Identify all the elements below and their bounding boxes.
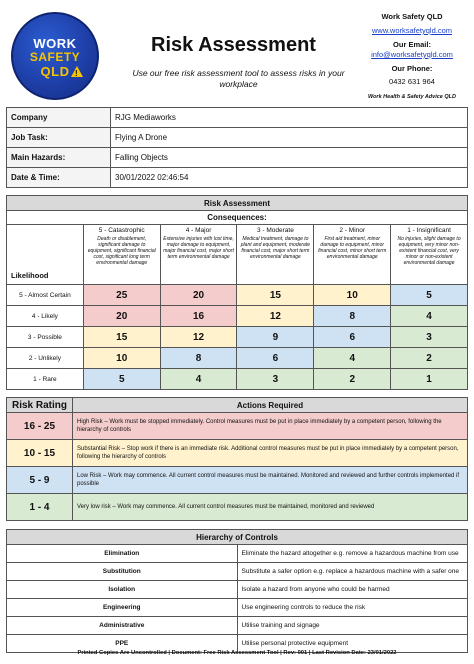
risk-score-cell: 1 bbox=[391, 369, 468, 390]
page-title: Risk Assessment bbox=[151, 34, 316, 56]
website-link[interactable]: www.worksafetyqld.com bbox=[371, 26, 453, 35]
info-row-main-hazards bbox=[7, 148, 468, 168]
exclamation-icon: ! bbox=[75, 69, 78, 78]
hierarchy-title: Hierarchy of Controls bbox=[7, 530, 468, 545]
risk-score-cell: 12 bbox=[160, 327, 237, 348]
phone-number: 0432 631 964 bbox=[389, 77, 435, 86]
risk-rating-range: 16 - 25 bbox=[7, 413, 73, 440]
likelihood-label: 4 - Likely bbox=[7, 306, 84, 327]
hierarchy-body bbox=[7, 545, 468, 653]
info-value: Flying A Drone bbox=[111, 128, 468, 148]
info-row-job-task bbox=[7, 128, 468, 148]
risk-score-cell: 2 bbox=[314, 369, 391, 390]
risk-score-cell: 16 bbox=[160, 306, 237, 327]
actions-table bbox=[6, 397, 468, 521]
risk-assessment-page bbox=[6, 6, 468, 653]
risk-score-cell: 3 bbox=[237, 369, 314, 390]
likelihood-label: 3 - Possible bbox=[7, 327, 84, 348]
matrix-row bbox=[7, 306, 468, 327]
consequence-desc: Extensive injuries with lost time, major damage to equipment, major financial cost, major short term environmental damage bbox=[163, 236, 234, 260]
risk-matrix-title: Risk Assessment bbox=[7, 196, 468, 211]
risk-score-cell: 8 bbox=[160, 348, 237, 369]
info-row-company bbox=[7, 108, 468, 128]
info-label: Date & Time: bbox=[7, 168, 111, 188]
hierarchy-row bbox=[7, 563, 468, 581]
control-description: Isolate a hazard from anyone who could be harmed bbox=[237, 581, 468, 599]
consequence-catastrophic bbox=[83, 225, 160, 285]
risk-score-cell: 4 bbox=[391, 306, 468, 327]
control-description: Substitute a safer option e.g. replace a hazardous machine with a safer one bbox=[237, 563, 468, 581]
consequence-desc: Medical treatment, damage to plant and equipment, moderate financial cost, major short term environmental damage bbox=[240, 236, 310, 260]
consequence-desc: First aid treatment, minor damage to equipment, minor financial cost, minor short term environmental damage bbox=[318, 236, 387, 260]
risk-score-cell: 5 bbox=[391, 285, 468, 306]
info-value: RJG Mediaworks bbox=[111, 108, 468, 128]
hierarchy-row bbox=[7, 599, 468, 617]
tagline: Work Health & Safety Advice QLD bbox=[367, 94, 457, 100]
risk-score-cell: 6 bbox=[314, 327, 391, 348]
risk-score-cell: 2 bbox=[391, 348, 468, 369]
action-row bbox=[7, 413, 468, 440]
phone-label: Our Phone: bbox=[391, 64, 433, 73]
risk-rating-header: Risk Rating bbox=[7, 398, 73, 413]
control-level: Substitution bbox=[7, 563, 238, 581]
risk-matrix-table bbox=[6, 195, 468, 390]
info-label: Company bbox=[7, 108, 111, 128]
consequence-desc: Death or disablement, significant damage to equipment, significant financial cost, significant long term environmental damage bbox=[87, 236, 156, 266]
info-value: Falling Objects bbox=[111, 148, 468, 168]
consequence-title: 2 - Minor bbox=[339, 227, 366, 234]
control-description: Utilise personal protective equipment bbox=[237, 635, 468, 653]
consequence-major bbox=[160, 225, 237, 285]
control-description: Eliminate the hazard altogether e.g. remove a hazardous machine from use bbox=[237, 545, 468, 563]
likelihood-label: 1 - Rare bbox=[7, 369, 84, 390]
likelihood-label: 2 - Unlikely bbox=[7, 348, 84, 369]
actions-required-header: Actions Required bbox=[73, 398, 468, 413]
risk-score-cell: 9 bbox=[237, 327, 314, 348]
control-level: Isolation bbox=[7, 581, 238, 599]
likelihood-title: Likelihood bbox=[7, 225, 84, 285]
consequence-minor bbox=[314, 225, 391, 285]
risk-score-cell: 25 bbox=[83, 285, 160, 306]
risk-score-cell: 4 bbox=[160, 369, 237, 390]
job-info-table bbox=[6, 107, 468, 188]
action-text: Very low risk – Work may commence. All current control measures must be maintained, monitored and reviewed bbox=[73, 494, 468, 521]
info-label: Job Task: bbox=[7, 128, 111, 148]
consequence-title: 1 - Insignificant bbox=[407, 227, 451, 234]
action-row bbox=[7, 494, 468, 521]
action-row bbox=[7, 440, 468, 467]
control-description: Use engineering controls to reduce the risk bbox=[237, 599, 468, 617]
logo-text-safety: SAFETY bbox=[29, 50, 81, 64]
matrix-row bbox=[7, 348, 468, 369]
info-value: 30/01/2022 02:46:54 bbox=[111, 168, 468, 188]
matrix-row bbox=[7, 327, 468, 348]
control-description: Utilise training and signage bbox=[237, 617, 468, 635]
logo-text-qld: QLD bbox=[40, 64, 70, 79]
contact-block bbox=[356, 12, 468, 102]
action-text: Low Risk – Work may commence. All current control measures must be maintained. Monitored and reviewed and further controls implemented if possible bbox=[73, 467, 468, 494]
consequence-moderate bbox=[237, 225, 314, 285]
matrix-row bbox=[7, 285, 468, 306]
risk-score-cell: 15 bbox=[83, 327, 160, 348]
document-header bbox=[6, 6, 468, 107]
risk-score-cell: 3 bbox=[391, 327, 468, 348]
org-name: Work Safety QLD bbox=[381, 12, 443, 21]
control-level: Administrative bbox=[7, 617, 238, 635]
control-level: PPE bbox=[7, 635, 238, 653]
risk-score-cell: 8 bbox=[314, 306, 391, 327]
consequence-title: 5 - Catastrophic bbox=[98, 227, 145, 234]
work-safety-qld-logo bbox=[11, 12, 99, 100]
page-subtitle: Use our free risk assessment tool to assess risks in your workplace bbox=[132, 68, 345, 89]
consequence-title: 3 - Moderate bbox=[256, 227, 294, 234]
action-row bbox=[7, 467, 468, 494]
risk-score-cell: 10 bbox=[314, 285, 391, 306]
actions-body bbox=[7, 413, 468, 521]
document-footer: Printed Copies Are Uncontrolled | Document: Free Risk Assessment Tool | Rev: 001 | Last Revision Date: 23/01/2022 bbox=[77, 650, 397, 656]
hierarchy-row bbox=[7, 617, 468, 635]
risk-score-cell: 15 bbox=[237, 285, 314, 306]
risk-score-cell: 10 bbox=[83, 348, 160, 369]
action-text: High Risk – Work must be stopped immediately. Control measures must be put in place immediately by a competent person, following the hierarchy of controls bbox=[73, 413, 468, 440]
risk-rating-range: 10 - 15 bbox=[7, 440, 73, 467]
consequence-desc: No injuries, slight damage to equipment, very minor non-existent financial cost, very minor or non-existent environmental damage bbox=[397, 236, 461, 266]
consequence-title: 4 - Major bbox=[185, 227, 212, 234]
matrix-row bbox=[7, 369, 468, 390]
hierarchy-row bbox=[7, 581, 468, 599]
risk-matrix-body bbox=[7, 285, 468, 390]
action-text: Substantial Risk – Stop work if there is an immediate risk. Additional control measures must be put in place immediately by a competent person, following the hierarchy of controls bbox=[73, 440, 468, 467]
info-row-date-time bbox=[7, 168, 468, 188]
control-level: Elimination bbox=[7, 545, 238, 563]
risk-rating-range: 1 - 4 bbox=[7, 494, 73, 521]
consequences-row bbox=[7, 225, 468, 285]
info-label: Main Hazards: bbox=[7, 148, 111, 168]
consequences-title: Consequences: bbox=[7, 211, 468, 225]
risk-score-cell: 5 bbox=[83, 369, 160, 390]
hierarchy-table bbox=[6, 529, 468, 653]
risk-rating-range: 5 - 9 bbox=[7, 467, 73, 494]
risk-score-cell: 20 bbox=[160, 285, 237, 306]
risk-score-cell: 6 bbox=[237, 348, 314, 369]
risk-score-cell: 4 bbox=[314, 348, 391, 369]
hierarchy-row bbox=[7, 545, 468, 563]
email-link[interactable]: info@worksafetyqld.com bbox=[371, 50, 453, 59]
control-level: Engineering bbox=[7, 599, 238, 617]
consequence-insignificant bbox=[391, 225, 468, 285]
risk-score-cell: 12 bbox=[237, 306, 314, 327]
risk-score-cell: 20 bbox=[83, 306, 160, 327]
likelihood-label: 5 - Almost Certain bbox=[7, 285, 84, 306]
logo-text-work: WORK bbox=[33, 36, 77, 51]
email-label: Our Email: bbox=[393, 40, 431, 49]
